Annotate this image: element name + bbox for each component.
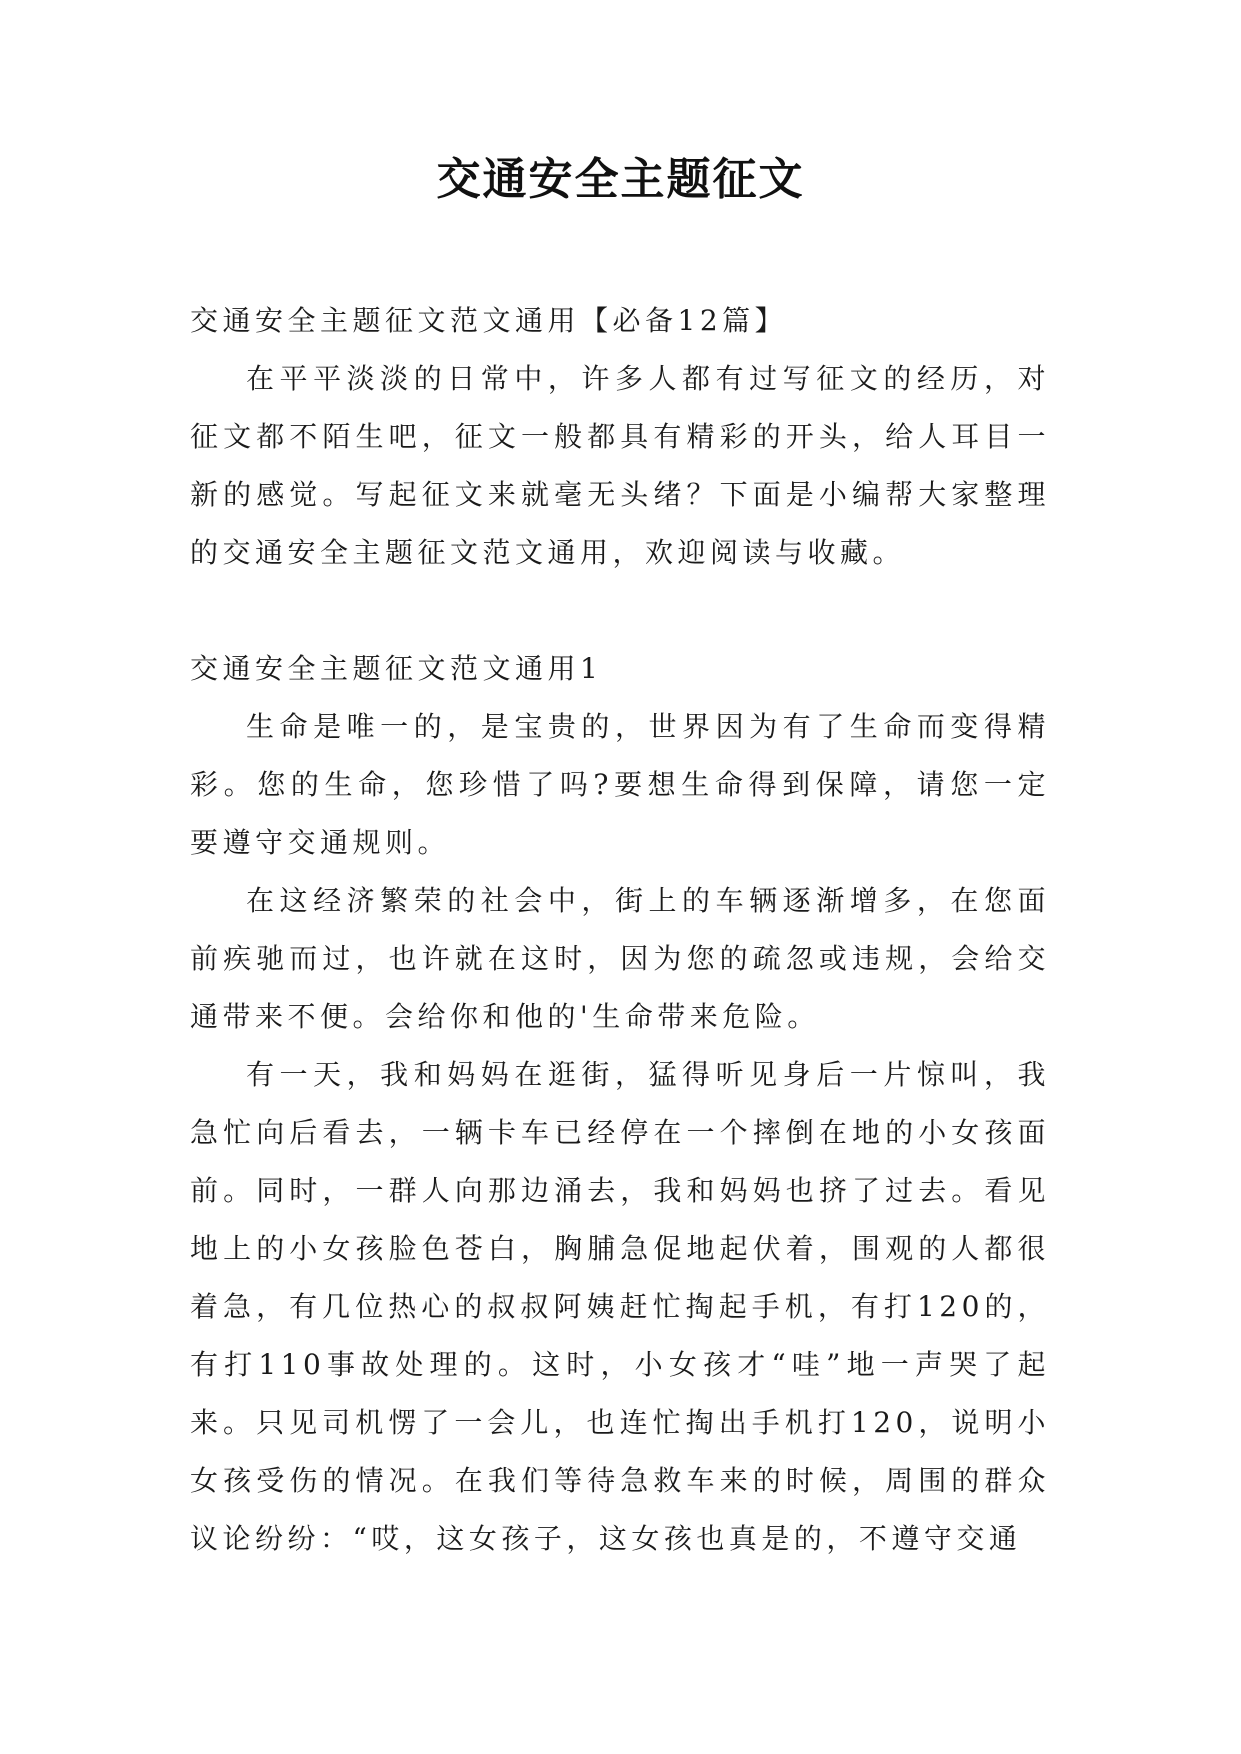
document-title: 交通安全主题征文 (436, 154, 805, 205)
section-heading: 交通安全主题征文范文通用1 (190, 652, 603, 685)
document-body (190, 292, 1050, 1568)
section-paragraph: 在这经济繁荣的社会中，街上的车辆逐渐增多，在您面前疾驰而过，也许就在这时，因为您的疏忽或违规，会给交通带来不便。会给你和他的'生命带来危险。 (190, 884, 1050, 1033)
section-paragraph: 有一天，我和妈妈在逛街，猛得听见身后一片惊叫，我急忙向后看去，一辆卡车已经停在一个摔倒在地的小女孩面前。同时，一群人向那边涌去，我和妈妈也挤了过去。看见地上的小女孩脸色苍白，胸脯急促地起伏着，围观的人都很着急，有几位热心的叔叔阿姨赶忙掏起手机，有打120的，有打110事故处理的。这时，小女孩才“哇”地一声哭了起来。只见司机愣了一会儿，也连忙掏出手机打120，说明小女孩受伤的情况。在我们等待急救车来的时候，周围的群众议论纷纷：“哎，这女孩子，这女孩也真是的，不遵守交通 (190, 1058, 1050, 1555)
section-paragraph: 生命是唯一的，是宝贵的，世界因为有了生命而变得精彩。您的生命，您珍惜了吗?要想生命得到保障，请您一定要遵守交通规则。 (190, 710, 1050, 859)
intro-paragraph: 在平平淡淡的日常中，许多人都有过写征文的经历，对征文都不陌生吧，征文一般都具有精彩的开头，给人耳目一新的感觉。写起征文来就毫无头绪？下面是小编帮大家整理的交通安全主题征文范文通用，欢迎阅读与收藏。 (190, 362, 1050, 569)
section-spacer (190, 582, 1050, 640)
document-subtitle: 交通安全主题征文范文通用【必备12篇】 (190, 304, 788, 337)
